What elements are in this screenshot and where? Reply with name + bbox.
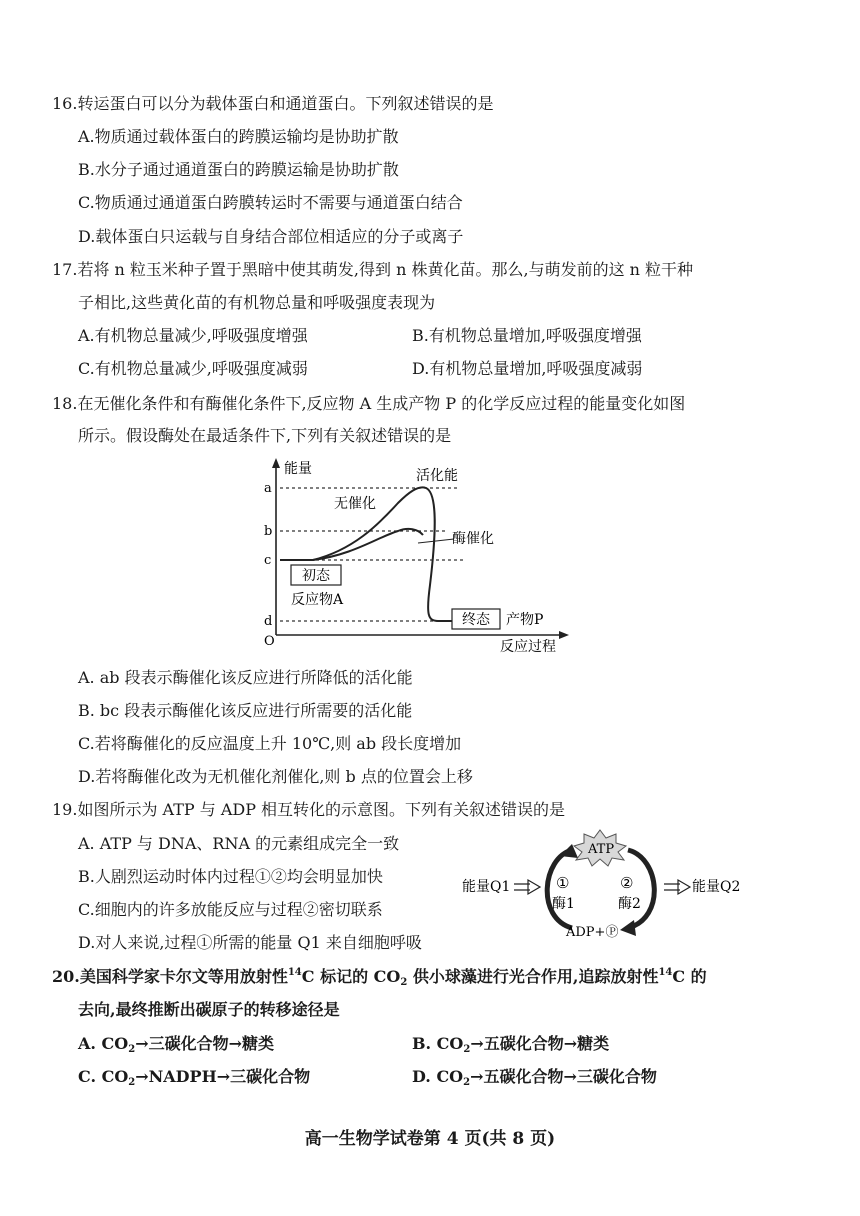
atp-adp-cycle-diagram — [460, 828, 760, 946]
q19-option-b: B.人剧烈运动时体内过程①②均会明显加快 — [78, 867, 383, 886]
enzyme-label-leader — [418, 539, 454, 543]
q16-option-d: D.载体蛋白只运载与自身结合部位相适应的分子或离子 — [78, 227, 464, 246]
q17-option-c: C.有机物总量减少,呼吸强度减弱 — [78, 359, 308, 378]
level-label-c: c — [264, 553, 272, 568]
q16-stem: 16.转运蛋白可以分为载体蛋白和通道蛋白。下列叙述错误的是 — [52, 94, 494, 113]
atp-label: ATP — [588, 842, 615, 857]
adp-label: ADP+Ⓟ — [566, 925, 619, 940]
final-state-label: 终态 — [462, 612, 490, 628]
enzyme-2-label: 酶2 — [618, 896, 641, 912]
x-axis-label: 反应过程 — [500, 639, 556, 655]
q18-stem-line1: 18.在无催化条件和有酶催化条件下,反应物 A 生成产物 P 的化学反应过程的能量变化如图 — [52, 394, 686, 413]
q20-option-d-sub: 2 — [463, 1077, 471, 1088]
y-axis-arrow — [272, 458, 280, 468]
q17-option-a: A.有机物总量减少,呼吸强度增强 — [78, 326, 308, 345]
energy-out-label: 能量Q2 — [692, 879, 741, 895]
q17-option-b: B.有机物总量增加,呼吸强度增强 — [412, 326, 642, 345]
page-footer: 高一生物学试卷第 4 页(共 8 页) — [304, 1129, 556, 1149]
q17-option-d: D.有机物总量增加,呼吸强度减弱 — [412, 359, 643, 378]
q19-option-c: C.细胞内的许多放能反应与过程②密切联系 — [78, 900, 383, 919]
q19-stem: 19.如图所示为 ATP 与 ADP 相互转化的示意图。下列有关叙述错误的是 — [52, 800, 566, 819]
enzyme-label: 酶催化 — [452, 531, 494, 547]
x-axis-arrow — [559, 631, 569, 639]
enzyme-1-label: 酶1 — [552, 896, 575, 912]
q20-isotope-sup-2: 14 — [658, 967, 673, 978]
q20-option-a — [78, 1034, 274, 1054]
q20-option-d-suffix: →五碳化合物→三碳化合物 — [470, 1067, 657, 1086]
initial-state-label: 初态 — [302, 568, 330, 584]
level-label-a: a — [264, 481, 272, 496]
origin-label: O — [264, 634, 275, 649]
q20-option-b-sub: 2 — [463, 1044, 471, 1055]
q20-option-b-prefix: B. CO — [412, 1034, 464, 1053]
q20-option-c-sub: 2 — [128, 1077, 136, 1088]
q18-option-b: B. bc 段表示酶催化该反应进行所需要的活化能 — [78, 701, 413, 720]
q17-stem-line2: 子相比,这些黄化苗的有机物总量和呼吸强度表现为 — [78, 293, 436, 312]
q19-option-a: A. ATP 与 DNA、RNA 的元素组成完全一致 — [78, 834, 400, 853]
energy-in-label: 能量Q1 — [462, 879, 511, 895]
q20-co2-sub: 2 — [400, 977, 408, 988]
q20-option-a-prefix: A. CO — [78, 1034, 129, 1053]
product-label: 产物P — [506, 612, 544, 628]
q20-option-d-prefix: D. CO — [412, 1067, 464, 1086]
reactant-label: 反应物A — [291, 592, 344, 608]
q20-option-d — [412, 1067, 657, 1087]
q20-isotope-sup-1: 14 — [287, 967, 302, 978]
q20-stem-part-b: C 标记的 CO — [301, 967, 401, 986]
q20-option-c-prefix: C. CO — [78, 1067, 129, 1086]
process-2-arrowhead — [620, 920, 636, 936]
q20-option-b — [412, 1034, 609, 1054]
q20-stem-part-c: 供小球藻进行光合作用,追踪放射性 — [407, 967, 659, 986]
q20-option-a-suffix: →三碳化合物→糖类 — [135, 1034, 275, 1053]
energy-in-arrowhead — [528, 880, 540, 894]
q16-option-b: B.水分子通过通道蛋白的跨膜运输是协助扩散 — [78, 160, 399, 179]
q18-option-c: C.若将酶催化的反应温度上升 10℃,则 ab 段长度增加 — [78, 734, 462, 753]
q17-stem-line1: 17.若将 n 粒玉米种子置于黑暗中使其萌发,得到 n 株黄化苗。那么,与萌发前的这 n 粒干种 — [52, 260, 694, 279]
q20-option-c-suffix: →NADPH→三碳化合物 — [135, 1067, 311, 1086]
q18-option-a: A. ab 段表示酶催化该反应进行所降低的活化能 — [78, 668, 413, 687]
q20-stem-line1 — [52, 967, 707, 987]
q20-stem-line2: 去向,最终推断出碳原子的转移途径是 — [78, 1000, 340, 1019]
q20-option-a-sub: 2 — [128, 1044, 136, 1055]
q20-option-b-suffix: →五碳化合物→糖类 — [470, 1034, 610, 1053]
q18-option-d: D.若将酶催化改为无机催化剂催化,则 b 点的位置会上移 — [78, 767, 473, 786]
q19-option-d: D.对人来说,过程①所需的能量 Q1 来自细胞呼吸 — [78, 933, 422, 952]
q20-stem-part-d: C 的 — [672, 967, 707, 986]
energy-diagram — [258, 455, 578, 657]
q16-option-a: A.物质通过载体蛋白的跨膜运输均是协助扩散 — [78, 127, 399, 146]
q16-option-c: C.物质通过通道蛋白跨膜转运时不需要与通道蛋白结合 — [78, 193, 463, 212]
q18-stem-line2: 所示。假设酶处在最适条件下,下列有关叙述错误的是 — [78, 426, 452, 445]
process-1-label: ① — [556, 874, 570, 892]
y-axis-label: 能量 — [284, 461, 312, 477]
energy-out-arrowhead — [678, 880, 690, 894]
level-label-b: b — [264, 524, 273, 539]
process-2-label: ② — [620, 874, 634, 892]
activation-energy-label: 活化能 — [416, 468, 458, 484]
level-label-d: d — [264, 614, 273, 629]
no-catalyst-label: 无催化 — [334, 496, 376, 512]
q20-option-c — [78, 1067, 310, 1087]
q20-stem-part-a: 20.美国科学家卡尔文等用放射性 — [52, 967, 288, 986]
